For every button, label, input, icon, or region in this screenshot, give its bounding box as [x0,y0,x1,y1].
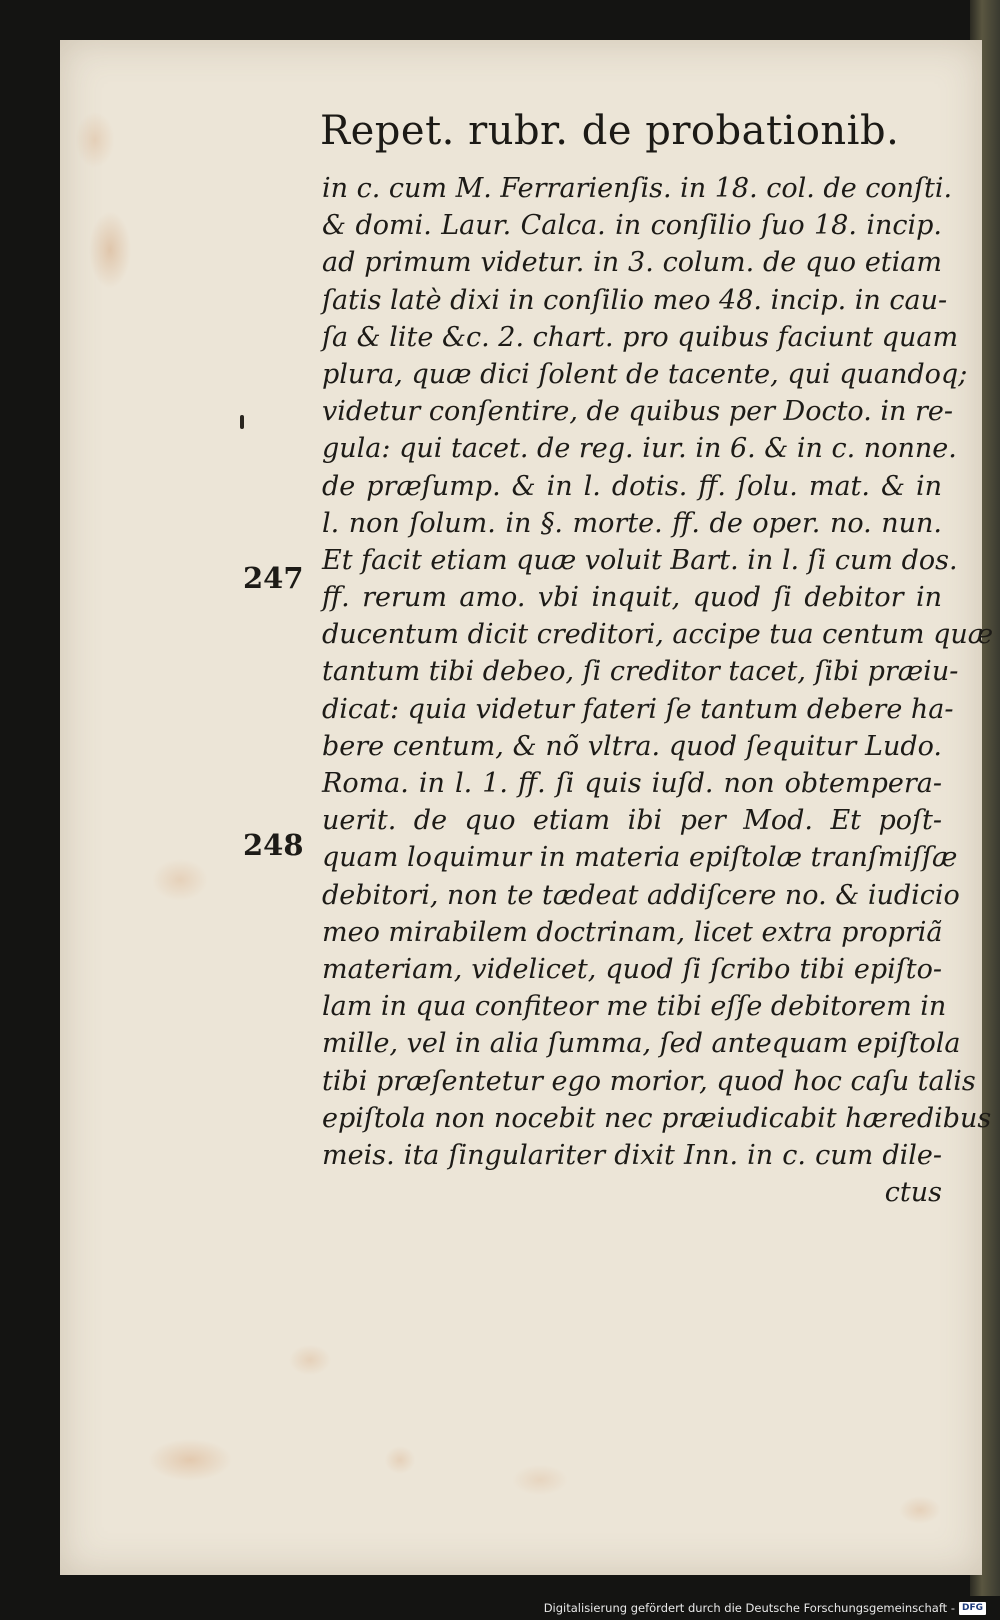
catchword: ctus [884,1177,942,1209]
text-line: tantum tibi debeo, ſi creditor tacet, ſibi præiu- [322,656,959,688]
text-line: ad primum videtur. in 3. colum. de quo etiam [322,247,942,279]
text-line: quam loquimur in materia epiſtolæ tranſmiſſæ [322,842,958,874]
text-line: meo mirabilem doctrinam, licet extra propriã [322,916,943,948]
text-line: plura, quæ dici ſolent de tacente, qui quandoq; [322,358,968,390]
text-line: dicat: quia videtur fateri ſe tantum debere ha- [322,693,954,725]
credit-text: Digitalisierung gefördert durch die Deutsche Forschungsgemeinschaft - [543,1601,955,1615]
text-line: l. non ſolum. in §. morte. ff. de oper. no. nun. [322,507,942,539]
text-line: ſatis latè dixi in conſilio meo 48. incip. in cau- [322,284,948,316]
margin-number-247: 247 [243,561,304,595]
running-head: Repet. rubr. de probationib. [320,108,900,154]
text-line: lam in qua confiteor me tibi eſſe debitorem in [322,991,947,1023]
text-line: videtur conſentire, de quibus per Docto. in re- [322,396,953,428]
dfg-logo: DFG [959,1602,986,1615]
text-line: ducentum dicit creditori, accipe tua centum quæ [322,619,994,651]
digitization-credit [544,1601,986,1615]
text-line: uerit. de quo etiam ibi per Mod. Et poſt- [322,805,942,837]
text-line: epiſtola non nocebit nec præiudicabit hæredibus [322,1102,992,1134]
text-line: & domi. Laur. Calca. in conſilio ſuo 18. incip. [322,210,942,242]
text-line: ff. rerum amo. vbi inquit, quod ſi debitor in [322,582,942,614]
text-line: ſa & lite &c. 2. chart. pro quibus faciunt quam [322,321,959,353]
text-line: debitori, non te tædeat addiſcere no. & iudicio [322,879,960,911]
body-text [322,170,994,1211]
text-line: materiam, videlicet, quod ſi ſcribo tibi epiſto- [322,953,942,985]
text-line: tibi præſentetur ego morior, quod hoc caſu talis [322,1065,976,1097]
text-line: in c. cum M. Ferrarienſis. in 18. col. de conſti. [322,173,953,204]
text-line: meis. ita ſingulariter dixit Inn. in c. cum dile- [322,1139,942,1171]
text-line: de præſump. & in l. dotis. ff. ſolu. mat. & in [322,470,942,502]
text-line: gula: qui tacet. de reg. iur. in 6. & in c. nonne. [322,433,957,465]
margin-mark [240,415,244,429]
text-line: Et facit etiam quæ voluit Bart. in l. ſi cum dos. [322,544,958,576]
text-line: Roma. in l. 1. ff. ſi quis iuſd. non obtempera- [322,768,942,799]
text-line: bere centum, & nõ vltra. quod ſequitur Ludo. [322,730,942,762]
text-line: mille, vel in alia ſumma, ſed antequam epiſtola [322,1028,961,1060]
margin-number-248: 248 [243,828,304,862]
